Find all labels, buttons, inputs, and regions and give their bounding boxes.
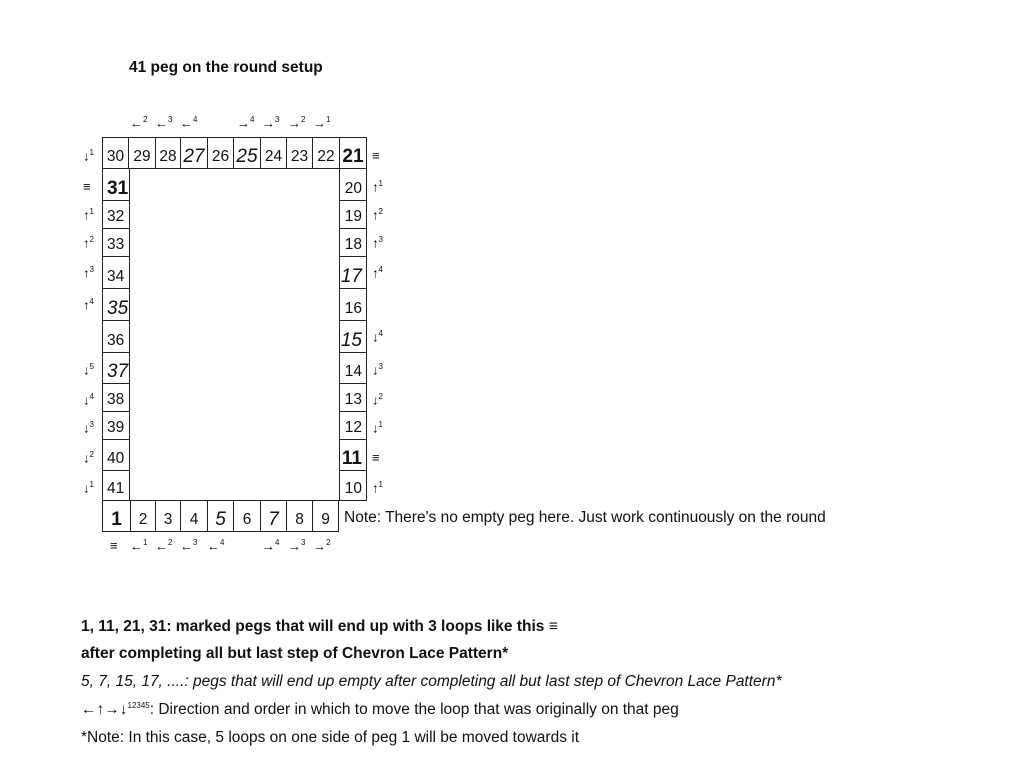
left-mark-4: ↑$^3$ [83, 265, 94, 281]
peg-22: 22 [312, 137, 340, 169]
right-mark-0: ≡ [372, 148, 380, 163]
bottom-left-arrow-3: ←$^4$ [207, 538, 225, 554]
left-mark-7: ↓$^5$ [83, 362, 94, 378]
peg-31: 31 [102, 168, 130, 201]
peg-2: 2 [130, 500, 156, 532]
peg-34: 34 [102, 256, 130, 289]
continuous-round-note: Note: There's no empty peg here. Just work continuously on the round [344, 509, 826, 526]
bottom-mark: ≡ [110, 538, 118, 553]
bottom-right-arrow-0: →$^4$ [262, 538, 280, 554]
bottom-left-arrow-1: ←$^2$ [155, 538, 173, 554]
legend-direction [81, 701, 679, 719]
peg-11: 11 [339, 439, 367, 471]
direction-order: 12345 [127, 701, 150, 710]
peg-4: 4 [180, 500, 208, 532]
top-left-arrow-1: ←$^3$ [155, 115, 173, 131]
peg-14: 14 [339, 352, 367, 384]
right-mark-6: ↓$^4$ [372, 329, 383, 345]
right-mark-10: ≡ [372, 450, 380, 465]
peg-37: 37 [102, 352, 130, 384]
peg-23: 23 [286, 137, 313, 169]
left-mark-9: ↓$^3$ [83, 420, 94, 436]
left-mark-5: ↑$^4$ [83, 297, 94, 313]
peg-7: 7 [260, 500, 287, 532]
direction-text: : Direction and order in which to move the loop that was originally on that peg [149, 701, 679, 719]
peg-17: 17 [339, 256, 367, 289]
right-mark-3: ↑$^3$ [372, 235, 383, 251]
right-mark-2: ↑$^2$ [372, 207, 383, 223]
peg-18: 18 [339, 228, 367, 257]
peg-30: 30 [102, 137, 129, 169]
peg-35: 35 [102, 288, 130, 321]
bottom-right-arrow-2: →$^2$ [313, 538, 331, 554]
top-right-arrow-1: →$^3$ [262, 115, 280, 131]
left-mark-0: ↓$^1$ [83, 148, 94, 164]
peg-12: 12 [339, 411, 367, 440]
peg-6: 6 [233, 500, 261, 532]
right-mark-9: ↓$^1$ [372, 420, 383, 436]
bottom-left-arrow-2: ←$^3$ [180, 538, 198, 554]
left-mark-10: ↓$^2$ [83, 450, 94, 466]
peg-13: 13 [339, 383, 367, 412]
peg-27: 27 [180, 137, 208, 169]
peg-15: 15 [339, 320, 367, 353]
right-mark-8: ↓$^2$ [372, 392, 383, 408]
peg-20: 20 [339, 168, 367, 201]
bottom-left-arrow-0: ←$^1$ [130, 538, 148, 554]
peg-1: 1 [102, 500, 131, 532]
peg-25: 25 [233, 137, 261, 169]
right-mark-4: ↑$^4$ [372, 265, 383, 281]
peg-5: 5 [207, 500, 234, 532]
legend-footnote: *Note: In this case, 5 loops on one side of peg 1 will be moved towards it [81, 729, 580, 746]
peg-19: 19 [339, 200, 367, 229]
peg-8: 8 [286, 500, 313, 532]
legend-marked-pegs-cont: after completing all but last step of Chevron Lace Pattern* [81, 645, 509, 662]
top-right-arrow-2: →$^2$ [288, 115, 306, 131]
right-mark-11: ↑$^1$ [372, 480, 383, 496]
legend-empty-pegs: 5, 7, 15, 17, ....: pegs that will end up empty after completing all but last step of Chevron Lace Pattern* [81, 673, 782, 690]
left-mark-1: ≡ [83, 179, 91, 194]
peg-33: 33 [102, 228, 130, 257]
peg-9: 9 [312, 500, 339, 532]
peg-26: 26 [207, 137, 234, 169]
peg-28: 28 [155, 137, 181, 169]
right-mark-7: ↓$^3$ [372, 362, 383, 378]
peg-10: 10 [339, 470, 367, 501]
peg-40: 40 [102, 439, 130, 471]
right-mark-1: ↑$^1$ [372, 179, 383, 195]
top-left-arrow-2: ←$^4$ [180, 115, 198, 131]
peg-21: 21 [339, 137, 367, 169]
top-right-arrow-3: →$^1$ [313, 115, 331, 131]
peg-39: 39 [102, 411, 130, 440]
peg-3: 3 [155, 500, 181, 532]
peg-16: 16 [339, 288, 367, 321]
legend-marked-pegs: 1, 11, 21, 31: marked pegs that will end up with 3 loops like this ≡ [81, 618, 558, 635]
peg-41: 41 [102, 470, 130, 501]
left-mark-3: ↑$^2$ [83, 235, 94, 251]
top-right-arrow-0: →$^4$ [237, 115, 255, 131]
bottom-right-arrow-1: →$^3$ [288, 538, 306, 554]
left-mark-2: ↑$^1$ [83, 207, 94, 223]
peg-29: 29 [128, 137, 156, 169]
peg-36: 36 [102, 320, 130, 353]
top-left-arrow-0: ←$^2$ [130, 115, 148, 131]
peg-38: 38 [102, 383, 130, 412]
diagram-title: 41 peg on the round setup [129, 59, 323, 76]
direction-arrows: ←↑→↓ [81, 701, 128, 719]
left-mark-11: ↓$^1$ [83, 480, 94, 496]
peg-24: 24 [260, 137, 287, 169]
peg-32: 32 [102, 200, 130, 229]
left-mark-8: ↓$^4$ [83, 392, 94, 408]
